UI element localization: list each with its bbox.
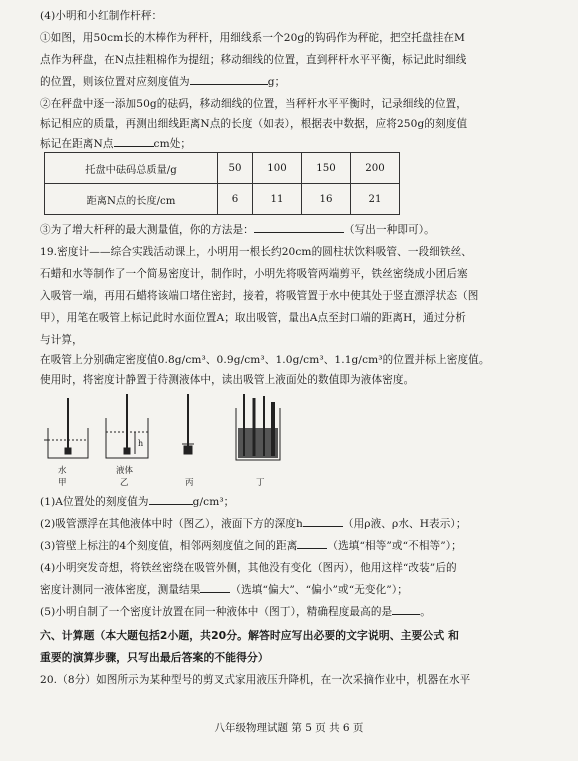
text-segment: cm处；: [153, 138, 192, 150]
text-line: 在吸管上分别确定密度值0.8g/cm³、0.9g/cm³、1.0g/cm³、1.1g/cm³的位置并标上密度值。: [40, 354, 490, 366]
text-segment: （选填“相等”或“不相等”）；: [327, 540, 462, 552]
table-cell: 21: [351, 184, 400, 215]
figure-jia: [44, 398, 88, 458]
figure-ding: [236, 394, 280, 460]
table-cell: 200: [351, 153, 400, 184]
text-segment: (2)吸管漂浮在其他液体中时（图乙），液面下方的深度h: [40, 518, 303, 530]
table-cell: 托盘中砝码总质量/g: [45, 153, 218, 184]
table-cell: 150: [302, 153, 351, 184]
text-segment: 的位置，则该位置对应刻度值为: [40, 76, 190, 88]
figure-caption: 乙: [120, 478, 129, 488]
table-cell: 距离N点的长度/cm: [45, 184, 218, 215]
table-cell: 100: [253, 153, 302, 184]
text-line: [40, 516, 467, 531]
table-cell: 11: [253, 184, 302, 215]
text-line: 使用时，将密度计静置于待测液体中，读出吸管上液面处的数值即为液体密度。: [40, 374, 415, 386]
answer-blank: [392, 605, 420, 615]
text-segment: 。: [420, 606, 431, 618]
table-row: [45, 153, 400, 184]
section-heading: 六、计算题（本大题包括2小题，共20分。解答时应写出必要的文字说明、主要公式 和: [40, 629, 459, 642]
text-line: ①如图，用50cm长的木棒作为秤杆，用细线系一个20g的钩码作为秤砣，把空托盘挂在M: [40, 32, 465, 44]
text-line: (4)小明和小红制作杆秤：: [40, 10, 163, 22]
text-line: [40, 604, 431, 619]
answer-blank: [254, 223, 344, 233]
figure-caption: 丁: [256, 478, 265, 488]
text-line: 20.（8分）如图所示为某种型号的剪叉式家用液压升降机，在一次采摘作业中，机器在水平: [40, 674, 471, 686]
answer-blank: [303, 517, 343, 527]
answer-blank: [114, 137, 154, 147]
text-line: (4)小明突发奇想，将铁丝密绕在吸管外侧，其他没有变化（图丙），他用这样“改装”后的: [40, 562, 457, 574]
text-line: 石蜡和水等制作了一个简易密度计，制作时，小明先将吸管两端剪平，铁丝密绕成小团后塞: [40, 268, 468, 280]
figure-yi: [106, 394, 148, 458]
figure-caption: 甲: [58, 478, 67, 488]
text-segment: (3)管壁上标注的4个刻度值，相邻两刻度值之间的距离: [40, 540, 298, 552]
text-segment: 标记在距离N点: [40, 138, 114, 150]
text-segment: (1)A位置处的刻度值为: [40, 496, 149, 508]
table-cell: 50: [218, 153, 253, 184]
text-line: [40, 222, 435, 237]
text-line: 标记相应的质量，再测出细线距离N点的长度（如表），根据表中数据，应将250g的刻度值: [40, 118, 468, 130]
text-segment: （选填“偏大”、“偏小”或“无变化”）；: [230, 584, 408, 596]
text-segment: g/cm³；: [192, 496, 235, 508]
text-line: [40, 494, 234, 509]
text-segment: 密度计测同一液体密度，测量结果: [40, 584, 201, 596]
text-line: [40, 136, 191, 151]
text-line: [40, 538, 462, 553]
table-cell: 16: [302, 184, 351, 215]
text-segment: （用ρ液、ρ水、H表示）；: [342, 518, 467, 530]
svg-text:h: h: [138, 439, 144, 448]
text-line: [40, 582, 408, 597]
figure-caption: 水: [58, 466, 67, 476]
table-cell: 6: [218, 184, 253, 215]
text-segment: (5)小明自制了一个密度计放置在同一种液体中（图丁），精确程度最高的是: [40, 606, 393, 618]
text-segment: g；: [267, 76, 286, 88]
text-line: 与计算，: [40, 334, 83, 346]
text-line: 点作为秤盘，在N点挂粗棉作为提纽；移动细线的位置，直到秤杆水平平衡，标记此时细线: [40, 54, 467, 66]
table-row: [45, 184, 400, 215]
section-heading: 重要的演算步骤，只写出最后答案的不能得分）: [40, 651, 269, 664]
answer-blank: [149, 495, 193, 505]
density-meter-figures: [40, 388, 290, 478]
data-table: [44, 152, 400, 215]
answer-blank: [190, 75, 268, 85]
text-segment: ③为了增大杆秤的最大测量值，你的方法是：: [40, 224, 254, 236]
figure-caption: 丙: [185, 478, 194, 488]
answer-blank: [200, 583, 230, 593]
figure-caption: 液体: [116, 466, 134, 476]
text-line: 入吸管一端，再用石蜡将该端口堵住密封，接着，将吸管置于水中使其处于竖直漂浮状态（图: [40, 290, 479, 302]
text-line: ②在秤盘中逐一添加50g的砝码，移动细线的位置，当秤杆水平平衡时，记录细线的位置，: [40, 98, 467, 110]
text-segment: （写出一种即可）。: [343, 224, 435, 236]
figure-bing: [182, 394, 194, 454]
page-footer: 八年级物理试题 第 5 页 共 6 页: [214, 722, 364, 734]
answer-blank: [297, 539, 327, 549]
text-line: [40, 74, 285, 89]
text-line: 19.密度计——综合实践活动课上，小明用一根长约20cm的圆柱状饮料吸管、一段细铁丝、: [40, 246, 472, 258]
text-line: 甲），用笔在吸管上标记此时水面位置A；取出吸管，量出A点至封口端的距离H，通过分析: [40, 312, 466, 324]
